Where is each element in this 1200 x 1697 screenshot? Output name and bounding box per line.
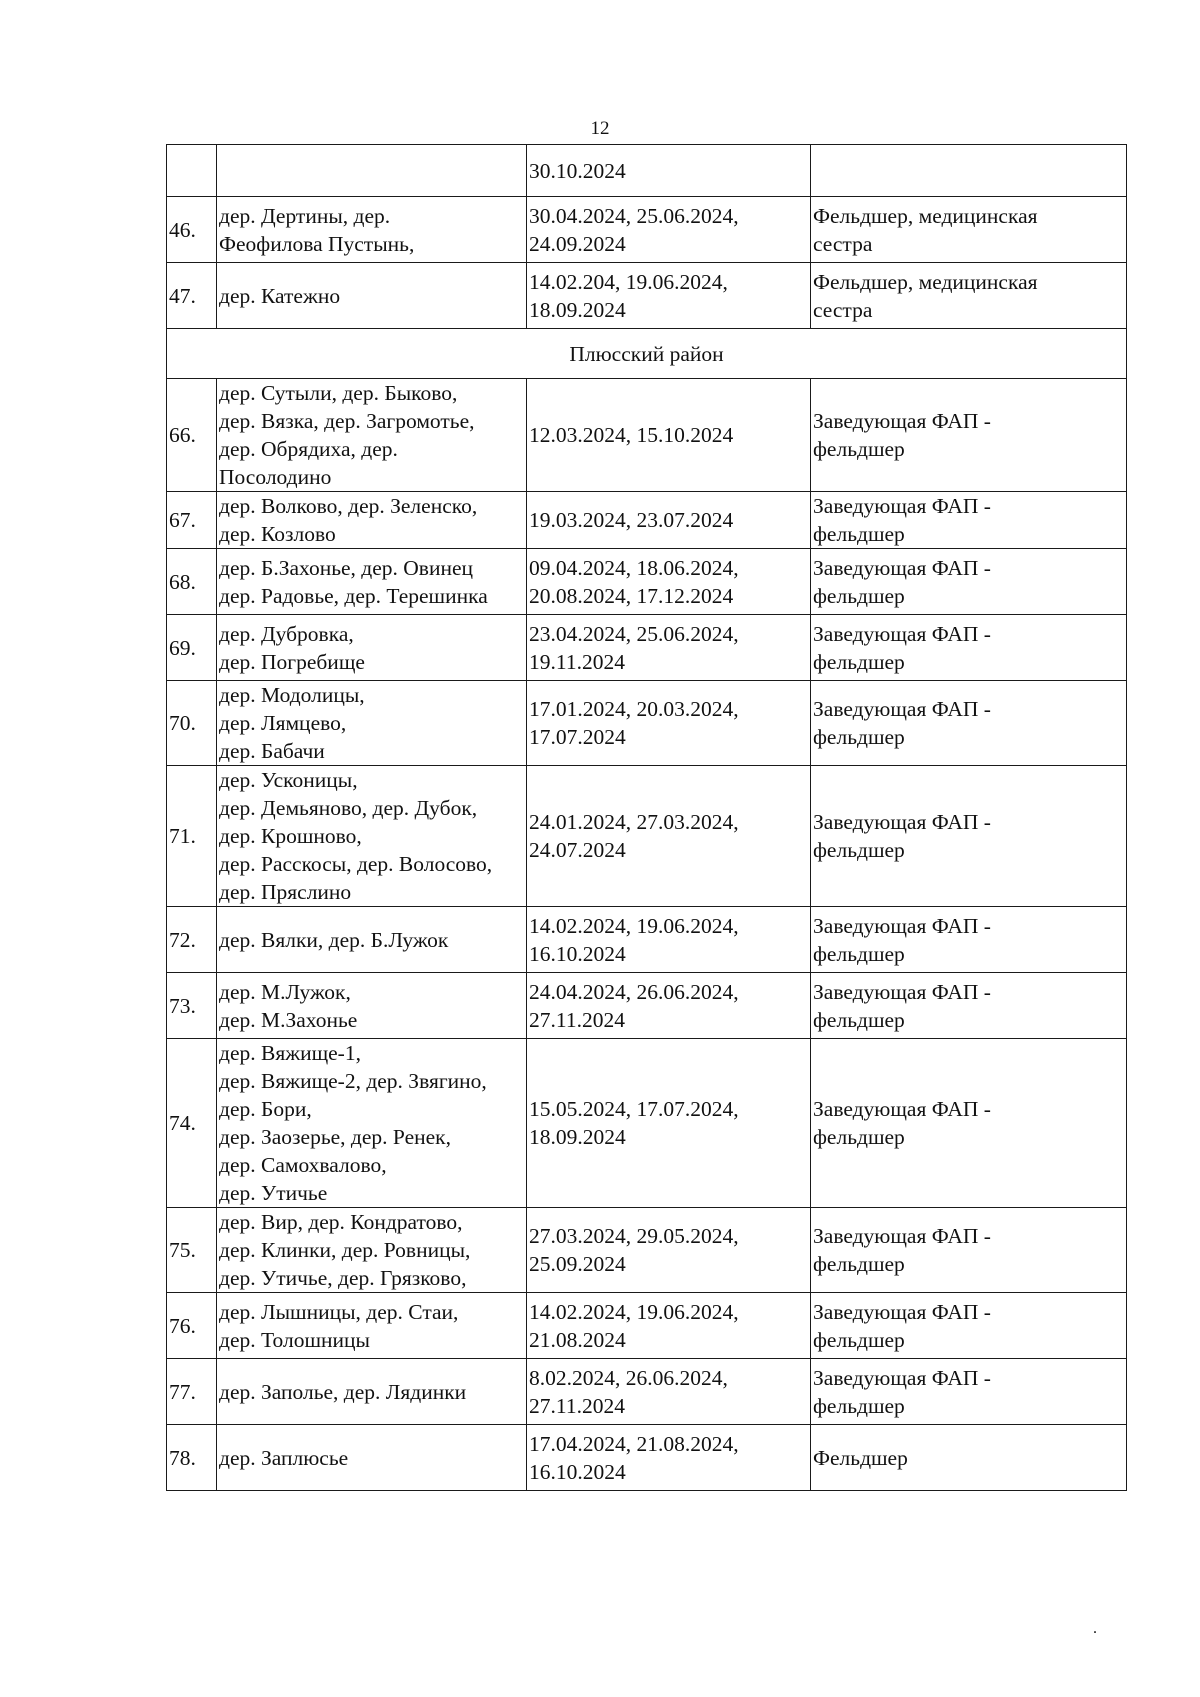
date-line: 18.09.2024 xyxy=(529,1125,626,1149)
village-line: дер. Погребище xyxy=(219,649,365,674)
staff-line: фельдшер xyxy=(813,437,905,461)
villages-cell xyxy=(217,1293,527,1359)
staff-cell xyxy=(811,379,1127,492)
villages-cell xyxy=(217,973,527,1039)
dates-cell xyxy=(527,615,811,681)
dates-cell xyxy=(527,1208,811,1293)
table-row xyxy=(167,197,1127,263)
date-line: 24.01.2024, 27.03.2024, xyxy=(529,810,739,834)
village-line: дер. Утичье, дер. Грязково, xyxy=(219,1266,467,1290)
staff-cell xyxy=(811,1293,1127,1359)
village-line: дер. Утичье xyxy=(219,1181,328,1205)
staff-line: Заведующая ФАП - xyxy=(813,1365,991,1390)
villages-cell xyxy=(217,766,527,907)
table-row xyxy=(167,907,1127,973)
villages-cell xyxy=(217,1425,527,1491)
village-line: дер. Вир, дер. Кондратово, xyxy=(219,1210,463,1234)
villages-cell xyxy=(217,263,527,329)
dates-cell xyxy=(527,907,811,973)
table-row xyxy=(167,263,1127,329)
staff-cell xyxy=(811,492,1127,549)
staff-line: Заведующая ФАП - xyxy=(813,555,991,580)
date-line: 17.01.2024, 20.03.2024, xyxy=(529,697,739,721)
date-line: 09.04.2024, 18.06.2024, xyxy=(529,555,739,580)
date-line: 15.05.2024, 17.07.2024, xyxy=(529,1097,739,1121)
row-number: 70. xyxy=(167,681,217,766)
village-line: дер. Катежно xyxy=(219,283,341,308)
staff-cell xyxy=(811,1208,1127,1293)
village-line: дер. Вялки, дер. Б.Лужок xyxy=(219,927,449,952)
village-line: дер. Самохвалово, xyxy=(219,1153,387,1177)
staff-cell xyxy=(811,766,1127,907)
village-line: дер. Радовье, дер. Терешинка xyxy=(219,583,488,608)
dates-cell xyxy=(527,263,811,329)
village-line: дер. Козлово xyxy=(219,522,336,546)
staff-cell xyxy=(811,1425,1127,1491)
table-row xyxy=(167,973,1127,1039)
village-line: дер. Б.Захонье, дер. Овинец xyxy=(219,555,474,580)
row-number: 76. xyxy=(167,1293,217,1359)
table-row xyxy=(167,492,1127,549)
date-line: 14.02.2024, 19.06.2024, xyxy=(529,1299,739,1324)
village-line: дер. Клинки, дер. Ровницы, xyxy=(219,1238,471,1262)
village-line: дер. Заозерье, дер. Ренек, xyxy=(219,1125,451,1149)
villages-cell xyxy=(217,681,527,766)
row-number: 77. xyxy=(167,1359,217,1425)
staff-line: Заведующая ФАП - xyxy=(813,494,991,518)
village-line: дер. Расскосы, дер. Волосово, xyxy=(219,852,493,876)
date-line: 14.02.204, 19.06.2024, xyxy=(529,269,728,294)
villages-cell xyxy=(217,145,527,197)
staff-line: Фельдшер xyxy=(813,1445,908,1470)
staff-cell xyxy=(811,1039,1127,1208)
table-row xyxy=(167,145,1127,197)
scan-mark: . xyxy=(1093,1620,1097,1637)
village-line: дер. Бори, xyxy=(219,1097,312,1121)
villages-cell xyxy=(217,379,527,492)
village-line: дер. Вязка, дер. Загромотье, xyxy=(219,409,475,433)
staff-cell xyxy=(811,615,1127,681)
date-line: 23.04.2024, 25.06.2024, xyxy=(529,621,739,646)
dates-cell xyxy=(527,681,811,766)
staff-cell xyxy=(811,973,1127,1039)
date-line: 17.07.2024 xyxy=(529,725,626,749)
date-line: 25.09.2024 xyxy=(529,1252,626,1276)
table-row xyxy=(167,1039,1127,1208)
staff-line: Заведующая ФАП - xyxy=(813,913,991,938)
staff-cell xyxy=(811,263,1127,329)
row-number: 74. xyxy=(167,1039,217,1208)
date-line: 27.03.2024, 29.05.2024, xyxy=(529,1224,739,1248)
row-number: 66. xyxy=(167,379,217,492)
date-line: 27.11.2024 xyxy=(529,1007,625,1032)
village-line: дер. Пряслино xyxy=(219,880,352,904)
staff-line: фельдшер xyxy=(813,725,905,749)
staff-line: фельдшер xyxy=(813,941,905,966)
village-line: дер. Обрядиха, дер. xyxy=(219,437,398,461)
village-line: дер. Сутыли, дер. Быково, xyxy=(219,381,458,405)
row-number: 78. xyxy=(167,1425,217,1491)
staff-line: фельдшер xyxy=(813,838,905,862)
staff-line: фельдшер xyxy=(813,1252,905,1276)
staff-line: фельдшер xyxy=(813,583,905,608)
row-number: 68. xyxy=(167,549,217,615)
table-row xyxy=(167,379,1127,492)
village-line: Феофилова Пустынь, xyxy=(219,231,415,256)
dates-cell xyxy=(527,1039,811,1208)
village-line: дер. Дубровка, xyxy=(219,621,354,646)
dates-cell xyxy=(527,766,811,907)
staff-cell xyxy=(811,681,1127,766)
staff-cell xyxy=(811,145,1127,197)
staff-line: Фельдшер, медицинская xyxy=(813,269,1038,294)
villages-cell xyxy=(217,197,527,263)
staff-line: Заведующая ФАП - xyxy=(813,697,991,721)
dates-cell xyxy=(527,1425,811,1491)
region-header-row xyxy=(167,329,1127,379)
date-line: 8.02.2024, 26.06.2024, xyxy=(529,1365,728,1390)
dates-cell xyxy=(527,492,811,549)
date-line: 24.04.2024, 26.06.2024, xyxy=(529,979,739,1004)
date-line: 20.08.2024, 17.12.2024 xyxy=(529,583,734,608)
staff-line: Заведующая ФАП - xyxy=(813,979,991,1004)
staff-cell xyxy=(811,907,1127,973)
date-line: 14.02.2024, 19.06.2024, xyxy=(529,913,739,938)
date-line: 19.11.2024 xyxy=(529,649,625,674)
villages-cell xyxy=(217,1359,527,1425)
date-line: 21.08.2024 xyxy=(529,1327,626,1352)
row-number: 47. xyxy=(167,263,217,329)
village-line: дер. Модолицы, xyxy=(219,683,365,707)
schedule-table-body xyxy=(167,145,1127,1491)
date-line: 30.10.2024 xyxy=(529,158,626,183)
villages-cell xyxy=(217,1039,527,1208)
staff-line: фельдшер xyxy=(813,522,905,546)
table-row xyxy=(167,681,1127,766)
table-row xyxy=(167,615,1127,681)
row-number: 72. xyxy=(167,907,217,973)
date-line: 18.09.2024 xyxy=(529,297,626,322)
schedule-table xyxy=(166,144,1127,1491)
date-line: 17.04.2024, 21.08.2024, xyxy=(529,1431,739,1456)
table-row xyxy=(167,1293,1127,1359)
row-number: 69. xyxy=(167,615,217,681)
villages-cell xyxy=(217,615,527,681)
row-number: 75. xyxy=(167,1208,217,1293)
row-number: 67. xyxy=(167,492,217,549)
village-line: дер. Волково, дер. Зеленско, xyxy=(219,494,478,518)
staff-cell xyxy=(811,1359,1127,1425)
date-line: 16.10.2024 xyxy=(529,1459,626,1484)
village-line: дер. Бабачи xyxy=(219,739,325,763)
region-title: Плюсский район xyxy=(167,329,1127,379)
staff-line: Заведующая ФАП - xyxy=(813,1299,991,1324)
row-number xyxy=(167,145,217,197)
village-line: дер. М.Лужок, xyxy=(219,979,351,1004)
dates-cell xyxy=(527,1359,811,1425)
villages-cell xyxy=(217,907,527,973)
date-line: 24.07.2024 xyxy=(529,838,626,862)
row-number: 71. xyxy=(167,766,217,907)
dates-cell xyxy=(527,973,811,1039)
village-line: дер. Дертины, дер. xyxy=(219,203,391,228)
dates-cell xyxy=(527,1293,811,1359)
dates-cell xyxy=(527,145,811,197)
village-line: дер. Крошново, xyxy=(219,824,362,848)
village-line: Посолодино xyxy=(219,465,332,489)
date-line: 19.03.2024, 23.07.2024 xyxy=(529,508,734,532)
staff-cell xyxy=(811,197,1127,263)
staff-cell xyxy=(811,549,1127,615)
staff-line: фельдшер xyxy=(813,1007,905,1032)
table-row xyxy=(167,766,1127,907)
staff-line: фельдшер xyxy=(813,1393,905,1418)
date-line: 27.11.2024 xyxy=(529,1393,625,1418)
staff-line: Заведующая ФАП - xyxy=(813,810,991,834)
village-line: дер. Вяжище-1, xyxy=(219,1041,361,1065)
village-line: дер. Лямцево, xyxy=(219,711,347,735)
page-number: 12 xyxy=(590,118,610,139)
staff-line: сестра xyxy=(813,297,873,322)
staff-line: фельдшер xyxy=(813,1327,905,1352)
staff-line: Заведующая ФАП - xyxy=(813,409,991,433)
date-line: 16.10.2024 xyxy=(529,941,626,966)
staff-line: Заведующая ФАП - xyxy=(813,1097,991,1121)
village-line: дер. М.Захонье xyxy=(219,1007,358,1032)
dates-cell xyxy=(527,197,811,263)
villages-cell xyxy=(217,492,527,549)
table-row xyxy=(167,1208,1127,1293)
village-line: дер. Толошницы xyxy=(219,1327,370,1352)
staff-line: Фельдшер, медицинская xyxy=(813,203,1038,228)
villages-cell xyxy=(217,549,527,615)
village-line: дер. Заполье, дер. Лядинки xyxy=(219,1379,467,1404)
staff-line: фельдшер xyxy=(813,649,905,674)
dates-cell xyxy=(527,549,811,615)
staff-line: сестра xyxy=(813,231,873,256)
table-row xyxy=(167,1425,1127,1491)
table-row xyxy=(167,1359,1127,1425)
staff-line: Заведующая ФАП - xyxy=(813,621,991,646)
table-row xyxy=(167,549,1127,615)
staff-line: фельдшер xyxy=(813,1125,905,1149)
village-line: дер. Заплюсье xyxy=(219,1445,349,1470)
village-line: дер. Усконицы, xyxy=(219,768,358,792)
row-number: 46. xyxy=(167,197,217,263)
date-line: 24.09.2024 xyxy=(529,231,626,256)
date-line: 12.03.2024, 15.10.2024 xyxy=(529,423,734,447)
date-line: 30.04.2024, 25.06.2024, xyxy=(529,203,739,228)
staff-line: Заведующая ФАП - xyxy=(813,1224,991,1248)
village-line: дер. Демьяново, дер. Дубок, xyxy=(219,796,478,820)
dates-cell xyxy=(527,379,811,492)
row-number: 73. xyxy=(167,973,217,1039)
village-line: дер. Вяжище-2, дер. Звягино, xyxy=(219,1069,487,1093)
villages-cell xyxy=(217,1208,527,1293)
village-line: дер. Лышницы, дер. Стаи, xyxy=(219,1299,459,1324)
